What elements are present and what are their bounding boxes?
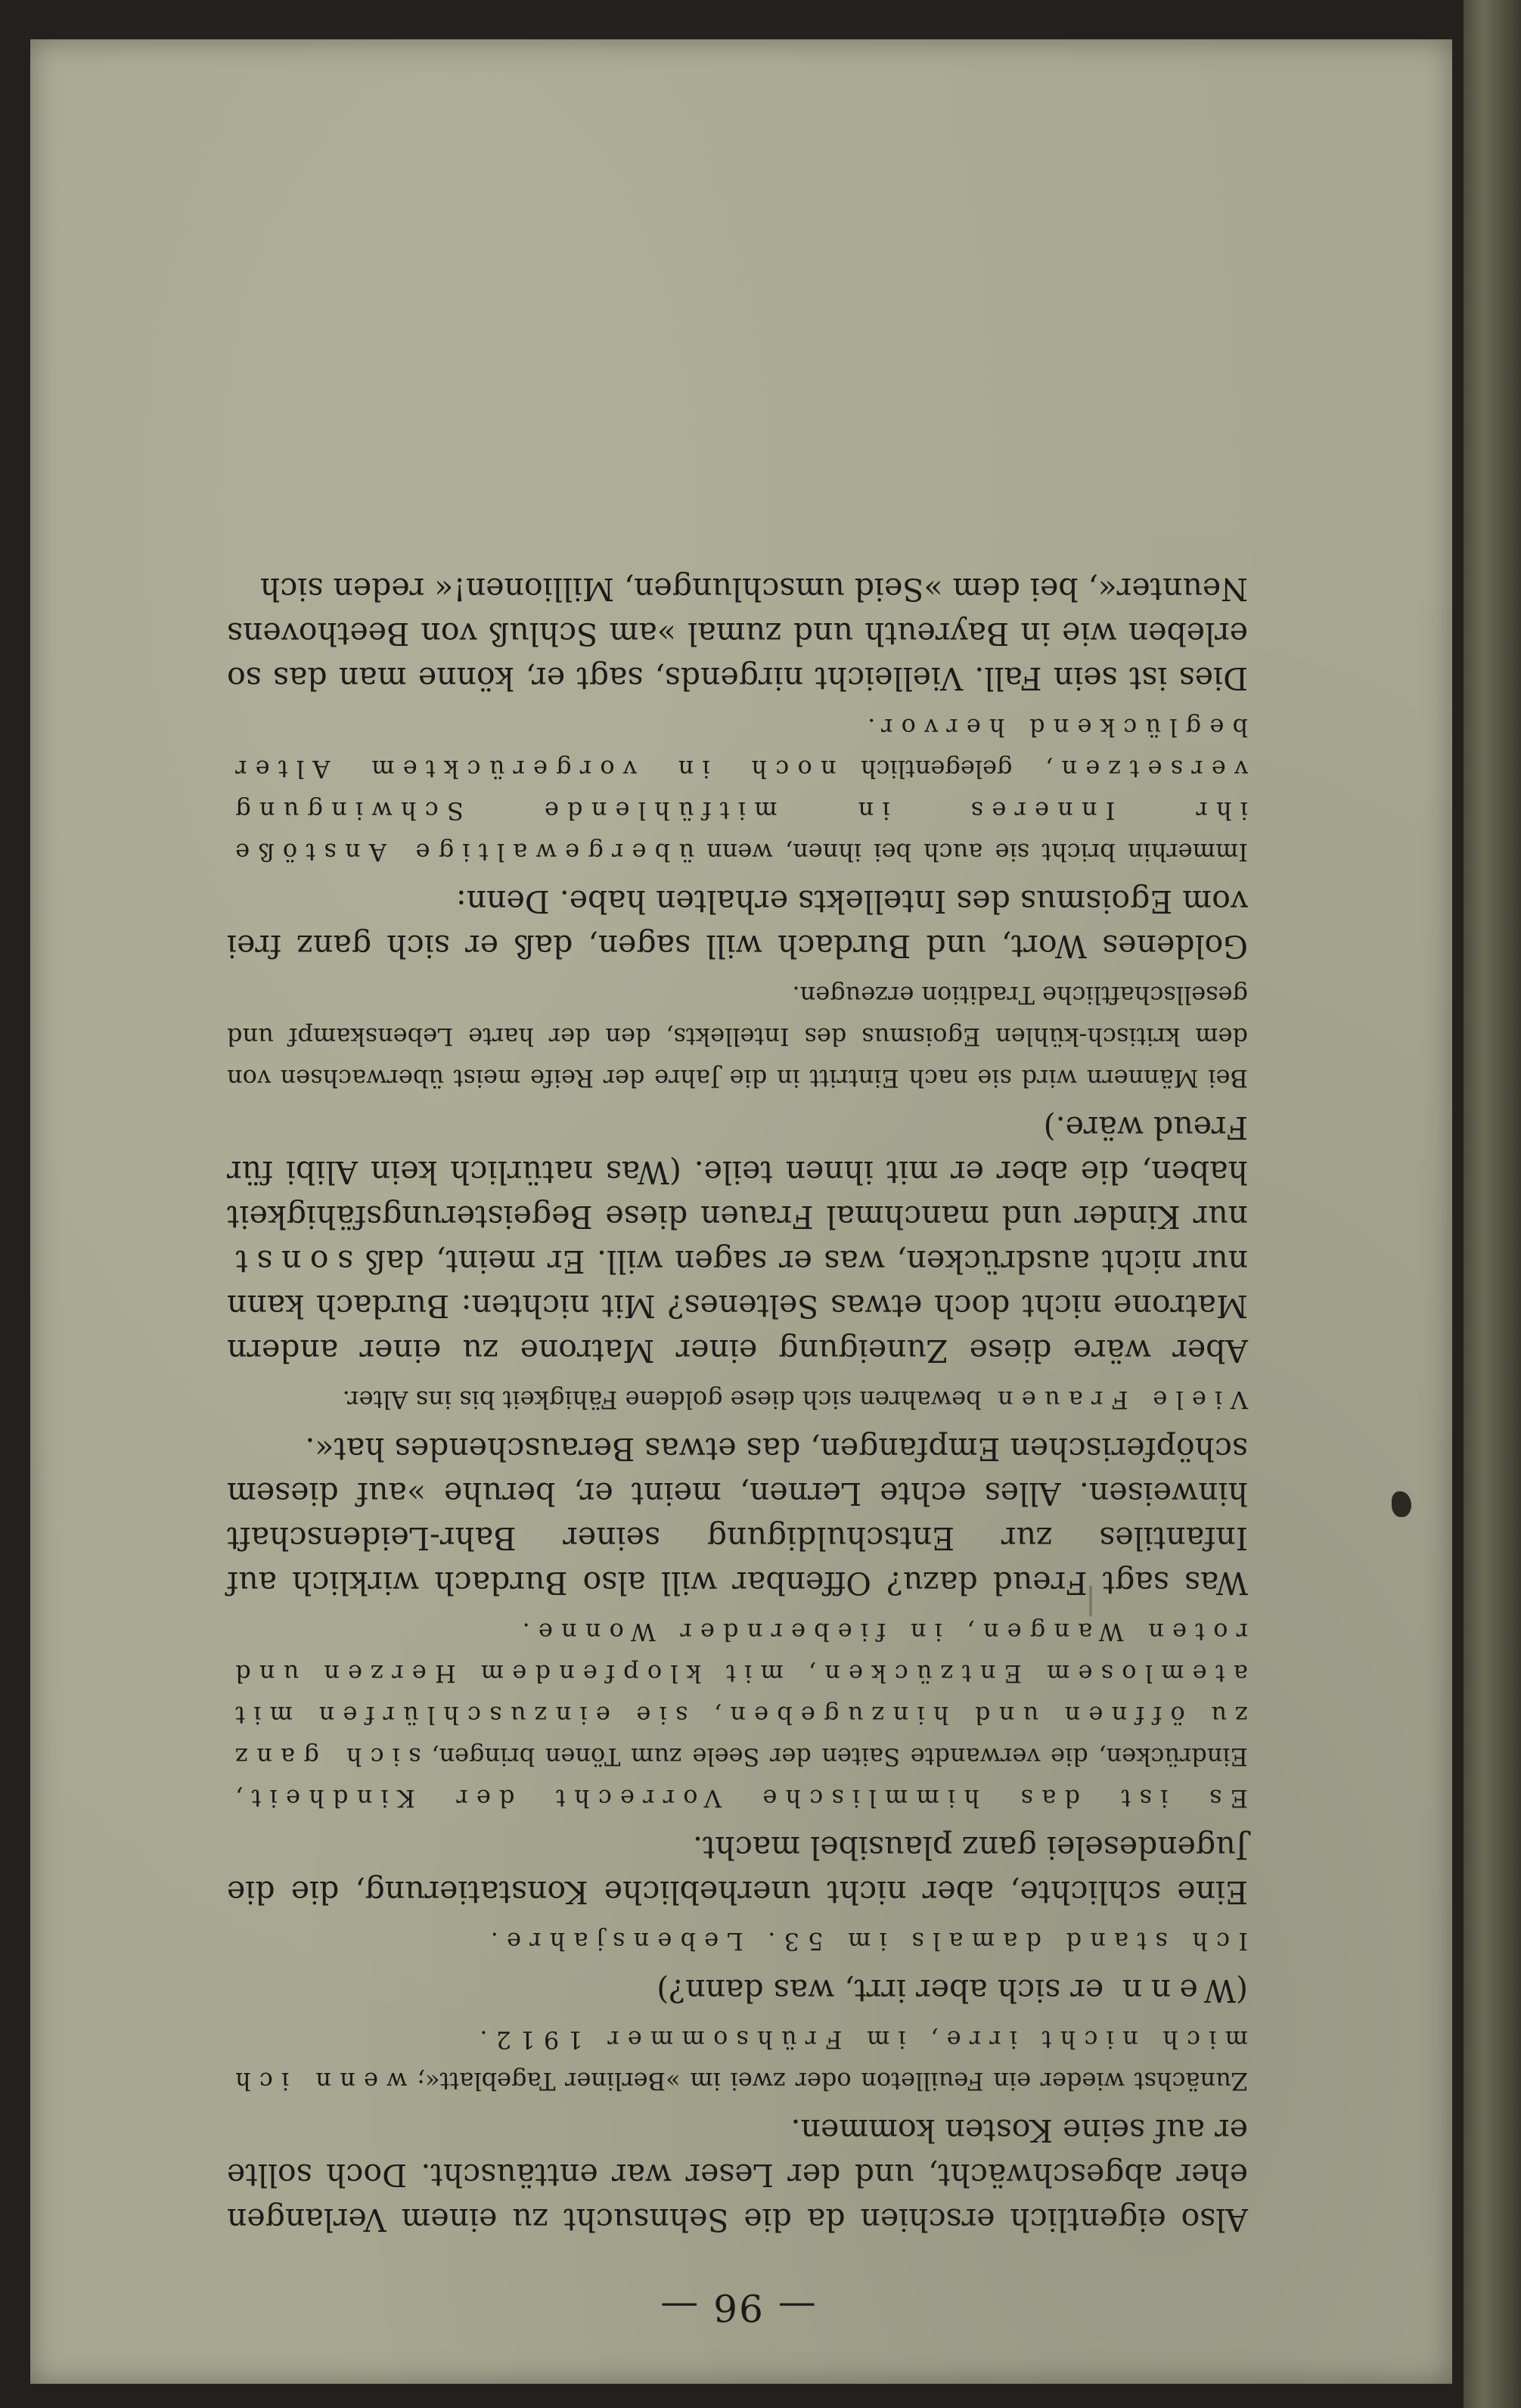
paragraph-7: Was sagt Freud dazu? Offenbar will also Burdach wirklich auf Infantiles zur Entschuldigung seiner Bahr-Leidenschaft hinweisen. Alles echte Lernen, meint er, beruhe »auf diesem schöpferischen Empfangen, das etwas Berauschendes hat«. [227, 1431, 1248, 1601]
paragraph-3-text: er sich aber irrt, was dann?) [657, 1972, 1114, 2009]
paragraph-6-spaced-b: sich ganz zu öffnen und hinzugeben, sie einzuschlürfen mit atemlosem Entzücken, mit klopfendem Herzen und roten Wangen, in fiebernder Wonne. [227, 1618, 1248, 1771]
paragraph-12-text-b: gelegentlich [836, 755, 1037, 784]
paragraph-9 [227, 1105, 1248, 1373]
paragraph-3 [227, 1968, 1248, 2012]
paragraph-9-text-b: nur Kinder und manchmal Frauen diese Begeisterungsfähigkeit haben, die aber er mit ihnen teile. (Was natürlich kein Alibi für Freud wäre.) [227, 1109, 1248, 1235]
page-number: — 96 — [659, 2285, 816, 2329]
paragraph-2-text: Zunächst wieder ein Feuilleton oder zwei im »Berliner Tageblatt«; [417, 2067, 1248, 2096]
paragraph-10: Bei Männern wird sie nach Eintritt in die Jahre der Reife meist überwachsen von dem kritisch-kühlen Egoismus des Intellekts, den der harte Lebenskampf und gesellschaftliche Tradition erzeugen. [227, 981, 1248, 1093]
paragraph-4: Ich stand damals im 53. Lebensjahre. [482, 1927, 1248, 1956]
paragraph-11: Goldenes Wort, und Burdach will sagen, daß er sich ganz frei vom Egoismus des Intellekts erhalten habe. Denn: [227, 883, 1248, 964]
paragraph-8-text: bewahren sich diese goldene Fähigkeit bis ins Alter. [342, 1386, 989, 1414]
paragraph-1: Also eigentlich erschien da die Sehnsucht zu einem Verlangen eher abgeschwächt, und der Leser war enttäuscht. Doch sollte er auf seine Kosten kommen. [227, 2112, 1248, 2238]
paragraph-9-text-a: Aber wäre diese Zuneigung einer Matrone zu einer andern Matrone nicht doch etwas Seltenes? Mit nichten: Burdach kann nur nicht ausdrücken, was er sagen will. Er meint, daß [227, 1243, 1248, 1369]
paragraph-9-spaced: sonst [227, 1243, 354, 1280]
paragraph-8-spaced: Viele Frauen [989, 1386, 1248, 1414]
paragraph-3-spaced: Wenn [1113, 1972, 1236, 2009]
paragraph-12-text-a: Immerhin bricht sie auch bei ihnen, wenn [694, 838, 1248, 867]
paragraph-6-text: Eindrücken, die verwandte Saiten der Seele zum Tönen bringen, [421, 1742, 1248, 1771]
paragraph-2 [227, 2019, 1248, 2102]
paren-open: ( [1236, 1972, 1248, 2009]
paragraph-5: Eine schlichte, aber nicht unerhebliche Konstatierung, die die Jugendeselei ganz plausibel macht. [227, 1829, 1248, 1910]
paragraph-12-spaced-a: übergewaltige Anstöße ihr Inneres in mitfühlende Schwingung versetzen, [227, 755, 1248, 867]
paragraph-2-spaced: wenn ich mich nicht irre, im Frühsommer 1912. [226, 2025, 1248, 2096]
book-spine [1464, 0, 1521, 2408]
paragraph-12 [227, 706, 1248, 873]
paragraph-12-spaced-b: noch in vorgerücktem Alter beglückend hervor. [226, 713, 1248, 784]
ink-blot [1392, 1491, 1411, 1517]
paragraph-6 [227, 1611, 1248, 1819]
paragraph-8 [227, 1379, 1248, 1420]
upside-down-text-block [227, 348, 1248, 2329]
paragraph-6-spaced-a: Es ist das himmlische Vorrecht der Kindheit, [227, 1784, 1248, 1813]
paragraph-13: Dies ist sein Fall. Vielleicht nirgends, sagt er, könne man das so erleben wie in Bayreuth und zumal »am Schluß von Beethovens Neunter«, bei dem »Seid umschlungen, Millionen!« reden sich [227, 571, 1248, 697]
